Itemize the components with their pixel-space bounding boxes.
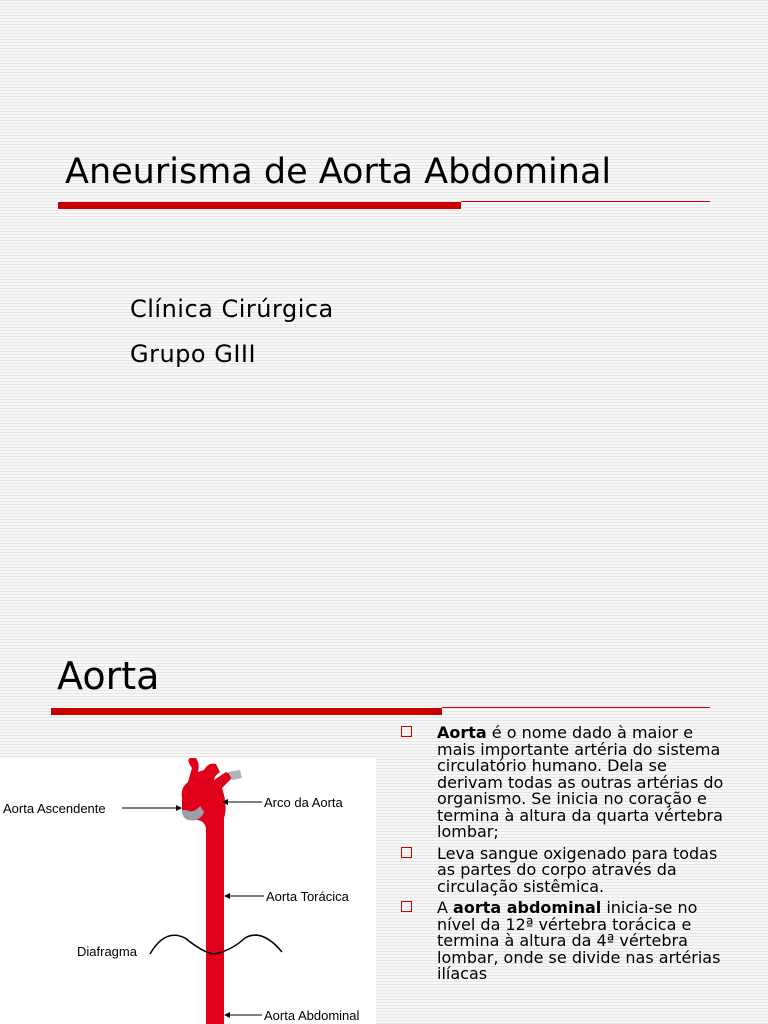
arrowhead-icon <box>224 893 230 899</box>
title-underline <box>58 202 461 209</box>
bullet-list <box>398 725 728 988</box>
aorta-slide <box>0 640 768 1024</box>
aorta-anatomy-figure <box>0 758 376 1024</box>
bullet-prefix: A <box>437 898 454 917</box>
title-underline-thin <box>442 707 710 708</box>
arrowhead-icon <box>224 1012 230 1018</box>
hollow-square-icon <box>401 726 412 737</box>
label-aorta-abdominal: Aorta Abdominal <box>264 1008 360 1023</box>
bullet-text: Leva sangue oxigenado para todas as partes do corpo através da circulação sistêmica. <box>437 843 718 896</box>
bullet-item <box>398 900 728 983</box>
aorta-shape <box>182 758 234 1024</box>
bullet-item <box>398 725 728 841</box>
label-aorta-ascendente: Aorta Ascendente <box>3 801 106 816</box>
subtitle-course: Clínica Cirúrgica <box>130 295 334 323</box>
bullet-text: inicia-se no nível da 12ª vértebra torácica e termina à altura da 4ª vértebra lombar, onde se divide nas artérias ilíacas <box>437 898 721 983</box>
slide-title: Aneurisma de Aorta Abdominal <box>65 152 612 192</box>
title-underline-thin <box>461 201 710 202</box>
label-diafragma: Diafragma <box>77 944 137 959</box>
slide-title: Aorta <box>57 654 160 698</box>
bullet-bold-term: Aorta <box>437 723 487 742</box>
bullet-bold-term: aorta abdominal <box>453 898 602 917</box>
label-aorta-toracica: Aorta Torácica <box>266 889 349 904</box>
subtitle-group: Grupo GIII <box>130 340 257 368</box>
bullet-item <box>398 843 728 896</box>
bullet-text: é o nome dado à maior e mais importante artéria do sistema circulatório humano. Dela se derivam todas as outras artérias do organismo. Se inicia no coração e termina à altura da quarta vértebra lombar; <box>437 723 724 841</box>
title-underline <box>51 708 442 715</box>
hollow-square-icon <box>401 901 412 912</box>
label-arco-da-aorta: Arco da Aorta <box>264 795 343 810</box>
hollow-square-icon <box>401 847 412 858</box>
arrowhead-icon <box>176 805 182 811</box>
